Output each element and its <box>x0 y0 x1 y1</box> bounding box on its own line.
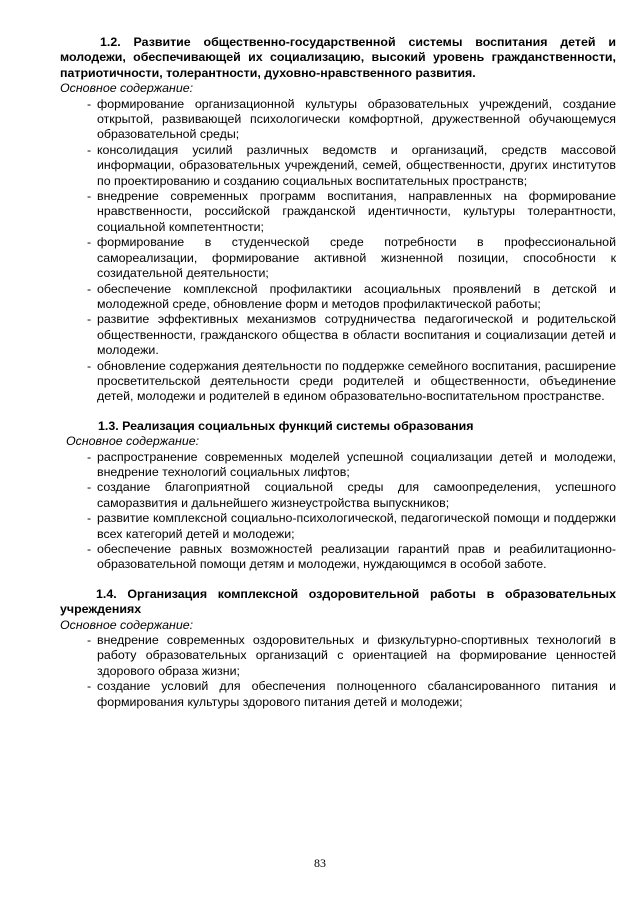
dash-marker: - <box>87 312 92 327</box>
list-item <box>60 143 616 189</box>
section-heading: 1.4. Организация комплексной оздоровительной работы в образовательных учреждениях <box>60 586 616 617</box>
list-item-text: обновление содержания деятельности по поддержке семейного воспитания, расширение просветительской деятельности среди родителей и общественности, объединение детей, молодежи и родителей в едином образовательно-воспитательном пространстве. <box>97 358 616 404</box>
page-content <box>60 35 616 710</box>
list-item <box>60 633 616 679</box>
list-item <box>60 282 616 313</box>
dash-marker: - <box>87 633 92 648</box>
dash-marker: - <box>87 235 92 250</box>
list-item-text: создание условий для обеспечения полноценного сбалансированного питания и формирования культуры здорового питания детей и молодежи; <box>97 679 616 709</box>
list-item-text: распространение современных моделей успешной социализации детей и молодежи, внедрение технологий социальных лифтов; <box>97 449 616 479</box>
dash-marker: - <box>87 542 92 556</box>
list-item-text: создание благоприятной социальной среды для самоопределения, успешного саморазвития и дальнейшего жизнеустройства выпускников; <box>97 480 616 510</box>
section-heading: 1.3. Реализация социальных функций системы образования <box>98 418 474 433</box>
list-item <box>60 312 616 358</box>
section-subhead: Основное содержание: <box>60 617 194 632</box>
list-item <box>60 511 616 542</box>
list-item-text: внедрение современных программ воспитания, направленных на формирование нравственности, российской гражданской идентичности, культуры толерантности, социальной компетентности; <box>97 189 616 234</box>
list-item <box>60 235 616 281</box>
dash-marker: - <box>87 449 92 464</box>
section-1-3 <box>60 419 616 573</box>
list-item <box>60 97 616 143</box>
list-item <box>60 450 616 481</box>
section-spacer <box>60 573 616 587</box>
list-item-text: формирование организационной культуры образовательных учреждений, создание открытой, развивающей психологически комфортной, дружественной обучающемуся образовательной среды; <box>97 96 616 142</box>
section-heading: 1.2. Развитие общественно-государственной системы воспитания детей и молодежи, обеспечивающей их социализацию, высокий уровень гражданственности, патриотичности, толерантности, духовно-нравственного развития. <box>60 35 616 80</box>
list-item-text: развитие эффективных механизмов сотрудничества педагогической и родительской общественности, гражданского общества в области воспитания и социализации детей и молодежи. <box>97 312 616 358</box>
section-1-2 <box>60 35 616 405</box>
bullet-list <box>60 97 616 405</box>
list-item <box>60 679 616 710</box>
list-item <box>60 480 616 511</box>
dash-marker: - <box>87 511 92 526</box>
section-1-4 <box>60 587 616 710</box>
list-item <box>60 359 616 405</box>
list-item <box>60 189 616 235</box>
page-number: 83 <box>314 856 326 870</box>
bullet-list <box>60 633 616 710</box>
section-spacer <box>60 405 616 419</box>
dash-marker: - <box>87 358 92 373</box>
section-subhead: Основное содержание: <box>60 81 194 96</box>
section-subhead: Основное содержание: <box>66 434 200 449</box>
dash-marker: - <box>87 480 92 495</box>
dash-marker: - <box>87 679 92 694</box>
list-item <box>60 542 616 573</box>
list-item-text: обеспечение комплексной профилактики асоциальных проявлений в детской и молодежной среде, обновление форм и методов профилактической работы; <box>97 281 616 311</box>
list-item-text: обеспечение равных возможностей реализации гарантий прав и реабилитационно-образовательной помощи детям и молодежи, нуждающимся в особой заботе. <box>97 542 616 572</box>
list-item-text: внедрение современных оздоровительных и физкультурно-спортивных технологий в работу образовательных организаций с ориентацией на формирование ценностей здорового образа жизни; <box>97 633 616 678</box>
dash-marker: - <box>87 281 92 296</box>
list-item-text: консолидация усилий различных ведомств и организаций, средств массовой информации, образовательных учреждений, семей, общественности, других институтов по проектированию и созданию социальных воспитательных пространств; <box>97 142 616 188</box>
list-item-text: формирование в студенческой среде потребности в профессиональной самореализации, формирование активной жизненной позиции, способности к созидательной деятельности; <box>97 235 616 281</box>
bullet-list <box>60 450 616 573</box>
dash-marker: - <box>87 189 92 204</box>
dash-marker: - <box>87 142 92 157</box>
list-item-text: развитие комплексной социально-психологической, педагогической помощи и поддержки всех категорий детей и молодежи; <box>97 511 616 541</box>
dash-marker: - <box>87 96 92 111</box>
